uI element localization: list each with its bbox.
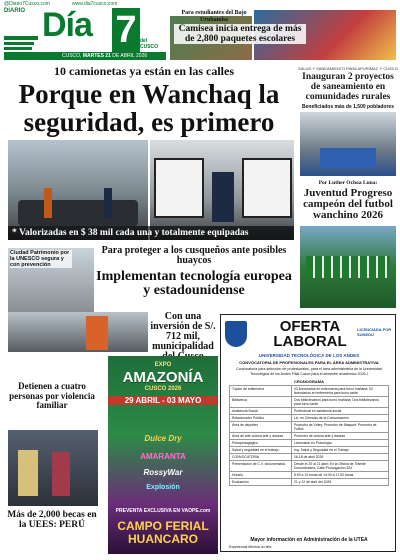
sunedu-badge: LICENCIADA POR SUNEDU — [357, 327, 392, 337]
oferta-row-value: Lic. en Ciencias de la Comunicación — [292, 415, 389, 422]
futbol-headline[interactable]: Juventud Progreso campeón del futbol wanchino 2026 — [303, 187, 393, 221]
poster-band-2: AMARANTA — [140, 452, 186, 461]
dateline-city: CUSCO, — [62, 53, 82, 59]
poster-place: CAMPO FERIAL HUANCARO — [117, 519, 209, 546]
main-photo-left — [8, 140, 148, 240]
masthead-seven: 7 — [112, 8, 140, 52]
oferta-row — [230, 461, 389, 472]
oferta-row-value: Dos bibliotecarios para turno mañana; Dos bibliotecarios para turno tarde — [292, 397, 389, 408]
oferta-row-label: Relacionador Público — [230, 415, 292, 422]
oferta-row-value: Desde el 20 al 21 abril; En la Oficina de Trámite Documentario, Calle Prolongación 324 — [292, 461, 389, 472]
oferta-row — [230, 479, 389, 486]
futbol-photo — [300, 226, 396, 308]
oferta-row-label: Asistencia Social — [230, 408, 292, 415]
saneamiento-label: SALUD Y SANEAMIENTO PARA APURÍMAC Y CUSCO — [298, 66, 398, 71]
main-headline[interactable]: Porque en Wanchaq la seguridad, es primero — [18, 79, 280, 137]
camisea-kicker: Para estudiantes del Bajo Urubamba — [181, 10, 247, 23]
dateline — [4, 52, 166, 60]
oferta-row — [230, 397, 389, 408]
oferta-row-label: Presentación de C.V. documentado — [230, 461, 292, 472]
oferta-row-label: Evaluación — [230, 479, 292, 486]
poster-brand: AMAZONÍA — [122, 369, 204, 386]
oferta-row-value: Ing. Salud y Seguridad en el Trabajo — [292, 447, 389, 454]
oferta-row-label: Área de deportes — [230, 422, 292, 433]
masthead-stack: DIARIO — [4, 8, 25, 14]
violencia-headline[interactable]: Detienen a cuatro personas por violencia familiar — [9, 381, 95, 410]
oferta-row-label: Tópico de enfermería — [230, 386, 292, 397]
masthead — [4, 8, 166, 60]
camisea-headline[interactable]: Camisea inicia entrega de más de 2,800 paquetes escolares — [174, 24, 306, 44]
oferta-row — [230, 415, 389, 422]
oferta-row — [230, 433, 389, 440]
oferta-row-value: Profesional en asistencia social — [292, 408, 389, 415]
oferta-row-value: 8:00 a 13 horas de 14:30 a 17:00 horas — [292, 472, 389, 479]
oferta-row — [230, 440, 389, 447]
saneamiento-sub: Beneficiados más de 1,500 pobladores — [302, 104, 394, 110]
oferta-row — [230, 386, 389, 397]
masthead-stack-lines — [4, 36, 38, 50]
oferta-row-value: Licenciado en Psicología — [292, 440, 389, 447]
oferta-row-label: Salud y seguridad en el trabajo — [230, 447, 292, 454]
oferta-intro: Convocatoria para selección de profesionales, para el área administrativa de la Universidad Tecnológica de los Andes Filial Cusco para el semestre académico 2026-I — [236, 367, 382, 376]
poster-band-4: Explosión — [146, 484, 180, 491]
oferta-row-label: Horario — [230, 472, 292, 479]
huaycos-kicker: Para proteger a los cusqueños ante posibles huaycos — [101, 245, 287, 266]
huaycos-inversion: Con una inversión de S/. 712 mil, municipalidad — [150, 311, 216, 352]
poster-sub: CUSCO 2026 — [144, 386, 182, 392]
poster-dates: 29 ABRIL - 03 MAYO — [108, 396, 218, 405]
utea-shield-icon — [225, 321, 247, 347]
main-kicker: 10 camionetas ya están en las calles — [54, 64, 234, 78]
oferta-laboral-ad — [220, 314, 396, 552]
expo-amazonia-poster[interactable] — [108, 356, 218, 554]
oferta-row-value: 16-18 de abril 2026 — [292, 454, 389, 461]
poster-band-3: RossyWar — [143, 468, 183, 477]
oferta-convocatoria: CONVOCATORIA DE PROFESIONALES PARA EL ÁREA ADMINISTRATIVA — [239, 360, 379, 365]
masthead-title: Día — [42, 6, 92, 44]
oferta-row — [230, 472, 389, 479]
saneamiento-headline[interactable]: Inauguran 2 proyectos de saneamiento en comunidades rurales — [302, 72, 394, 102]
saneamiento-photo — [300, 112, 396, 176]
website-link[interactable]: www.dia7cusco.com — [72, 1, 118, 7]
oferta-row-value: Promotor de cultura arte y danzas — [292, 433, 389, 440]
social-handle: @Diario7Cusco.com — [4, 1, 50, 7]
huaycos-photo — [8, 312, 148, 352]
main-photo-right — [150, 140, 294, 240]
oferta-row-label: Psicopedagógico — [230, 440, 292, 447]
oferta-footer-2: Experiencia Mínima un año — [229, 545, 272, 549]
oferta-row — [230, 447, 389, 454]
masthead-del-cusco: del CUSCO — [140, 38, 159, 50]
oferta-row-value: 03 licenciados en enfermería para turno mañana; 03 licenciados en enfermería para turno tarde — [292, 386, 389, 397]
oferta-cronograma: CRONOGRAMA — [294, 379, 324, 384]
oferta-table — [229, 385, 389, 486]
oferta-row-label: Biblioteca — [230, 397, 292, 408]
oferta-university: UNIVERSIDAD TECNOLÓGICA DE LOS ANDES — [258, 353, 360, 358]
poster-band-1: Dulce Dry — [144, 434, 182, 443]
oferta-footer: Mayor información en Administración de la UTEA — [250, 537, 368, 543]
oferta-row-value: 21 y 22 de abril del 2026 — [292, 479, 389, 486]
becas-headline[interactable]: Más de 2,000 becas en la UEES: PERÚ — [7, 510, 97, 530]
violencia-photo — [8, 430, 98, 506]
main-caption: * Valorizadas en $ 38 mil cada una y totalmente equipadas — [8, 226, 294, 240]
oferta-row-label: CONVOCATORIA — [230, 454, 292, 461]
dateline-rest: DE ABRIL 2026 — [112, 53, 148, 59]
poster-sale: PREVENTA EXCLUSIVA EN VAOPE.com — [115, 508, 211, 514]
oferta-row — [230, 454, 389, 461]
oferta-row-value: Promotor de Vóley; Promotor de Básquet; Promotor de Futbol — [292, 422, 389, 433]
oferta-row — [230, 422, 389, 433]
poster-expo: EXPO — [154, 362, 172, 368]
oferta-row-label: Área de arte cultura arte y danzas — [230, 433, 292, 440]
futbol-kicker: Por Luther Ochoa Luna: — [318, 180, 378, 186]
dateline-day: MARTES 21 — [82, 53, 111, 59]
patrimonio-caption: Ciudad Patrimonio por la UNESCO segura y con prevención — [10, 250, 72, 268]
huaycos-headline[interactable]: Implementan tecnología europea y estadounidense — [96, 269, 292, 298]
oferta-row — [230, 408, 389, 415]
oferta-title: OFERTA LABORAL — [273, 318, 347, 350]
